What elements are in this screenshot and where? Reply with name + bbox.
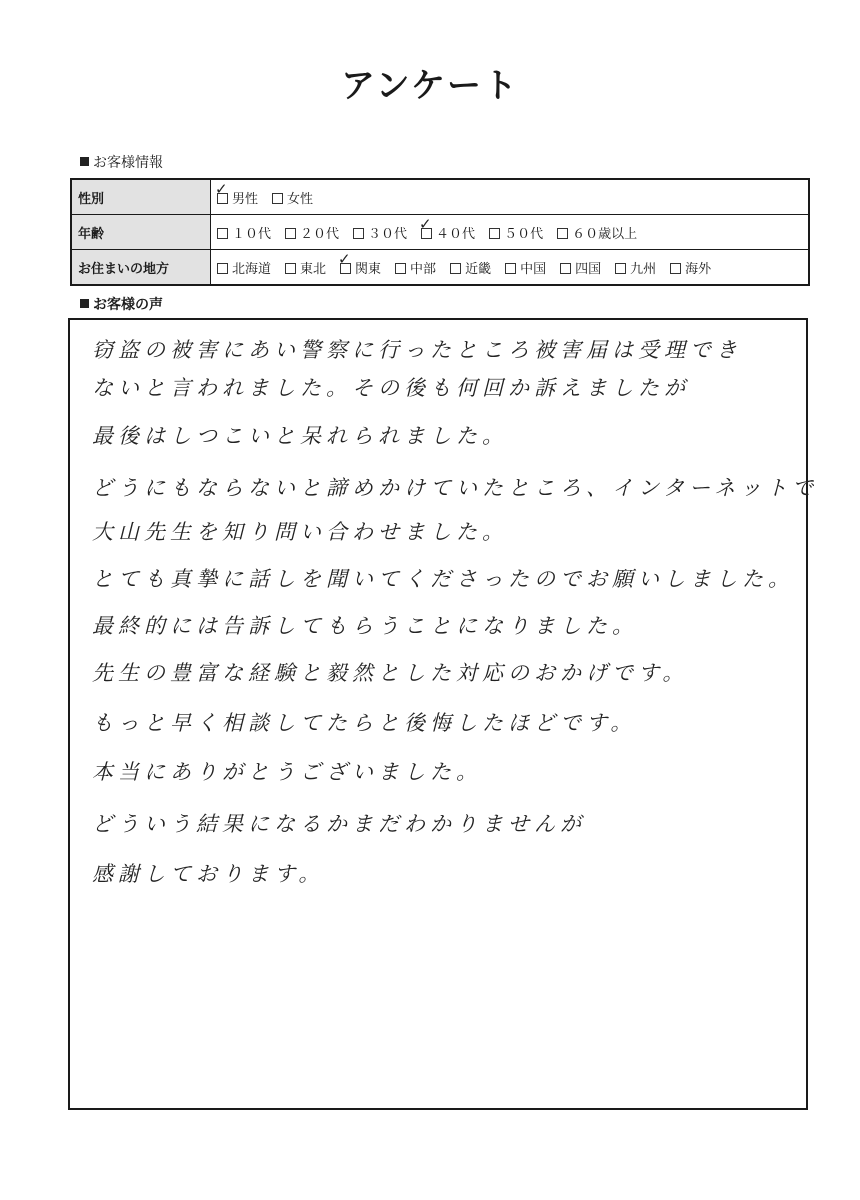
customer-voice-box: [68, 318, 819, 1110]
checkbox-icon[interactable]: [557, 228, 568, 239]
age-options: [211, 215, 810, 250]
checkbox-icon[interactable]: [272, 193, 283, 204]
option-checkbox[interactable]: [450, 258, 491, 277]
option-label: ２０代: [300, 226, 340, 242]
checkbox-icon[interactable]: [395, 263, 406, 274]
handwritten-line: どういう結果になるかまだわかりませんが: [92, 812, 586, 836]
option-label: ４０代: [436, 226, 476, 242]
customer-info-table: [70, 178, 810, 286]
option-label: 九州: [630, 261, 657, 277]
checkbox-icon[interactable]: [615, 263, 626, 274]
handwritten-line: 大山先生を知り問い合わせました。: [92, 520, 508, 544]
option-label: 関東: [355, 261, 382, 277]
region-options: [211, 250, 810, 286]
square-bullet-icon: [80, 299, 89, 308]
gender-row: [71, 179, 809, 215]
handwritten-line: 先生の豊富な経験と毅然とした対応のおかげです。: [92, 661, 689, 685]
option-label: 中国: [520, 261, 547, 277]
option-checkbox[interactable]: [217, 223, 271, 242]
checkbox-icon[interactable]: [560, 263, 571, 274]
option-checkbox[interactable]: [338, 249, 382, 277]
option-checkbox[interactable]: [215, 179, 259, 207]
checkmark-icon: ✓: [338, 249, 351, 268]
option-label: 女性: [287, 191, 314, 207]
option-checkbox[interactable]: [557, 223, 637, 242]
region-row: [71, 250, 809, 286]
checkbox-icon[interactable]: [217, 228, 228, 239]
age-label: 年齢: [71, 215, 211, 250]
age-row: [71, 215, 809, 250]
option-checkbox[interactable]: [560, 258, 601, 277]
option-label: ５０代: [504, 226, 544, 242]
square-bullet-icon: [80, 157, 89, 166]
option-checkbox[interactable]: [285, 258, 326, 277]
option-label: 近畿: [465, 261, 492, 277]
option-label: 海外: [685, 261, 712, 277]
handwritten-line: 窃盗の被害にあい警察に行ったところ被害届は受理でき: [92, 338, 742, 362]
handwritten-line: どうにもならないと諦めかけていたところ、インターネットで: [92, 476, 819, 500]
handwritten-line: とても真摯に話しを聞いてくださったのでお願いしました。: [92, 567, 794, 591]
checkbox-icon[interactable]: [489, 228, 500, 239]
option-label: 男性: [232, 191, 259, 207]
option-checkbox[interactable]: [285, 223, 339, 242]
option-checkbox[interactable]: [272, 188, 313, 207]
option-label: ３０代: [368, 226, 408, 242]
option-label: 中部: [410, 261, 437, 277]
customer-voice-label: お客様の声: [80, 294, 163, 314]
option-label: 北海道: [232, 261, 272, 277]
checkmark-icon: ✓: [419, 214, 432, 233]
option-checkbox[interactable]: [353, 223, 407, 242]
handwritten-line: もっと早く相談してたらと後悔したほどです。: [92, 711, 637, 735]
option-label: １０代: [232, 226, 272, 242]
option-checkbox[interactable]: [419, 214, 476, 242]
gender-options: [211, 179, 810, 215]
option-label: 東北: [300, 261, 327, 277]
option-checkbox[interactable]: [670, 258, 711, 277]
checkbox-icon[interactable]: [353, 228, 364, 239]
option-checkbox[interactable]: [395, 258, 436, 277]
option-checkbox[interactable]: [489, 223, 543, 242]
option-checkbox[interactable]: [505, 258, 546, 277]
checkbox-icon[interactable]: [505, 263, 516, 274]
checkbox-icon[interactable]: [450, 263, 461, 274]
option-checkbox[interactable]: [217, 258, 271, 277]
checkbox-icon[interactable]: [285, 263, 296, 274]
checkbox-icon[interactable]: [217, 263, 228, 274]
option-checkbox[interactable]: [615, 258, 656, 277]
handwritten-line: 本当にありがとうございました。: [92, 760, 482, 784]
handwritten-line: 最後はしつこいと呆れられました。: [92, 424, 508, 448]
option-label: 四国: [575, 261, 602, 277]
checkmark-icon: ✓: [215, 179, 228, 198]
checkbox-icon[interactable]: [670, 263, 681, 274]
checkbox-icon[interactable]: [285, 228, 296, 239]
customer-info-label: お客様情報: [80, 152, 163, 172]
handwritten-line: 感謝しております。: [92, 862, 325, 886]
page-title: アンケート: [341, 66, 519, 106]
handwritten-line: ないと言われました。その後も何回か訴えましたが: [92, 376, 690, 400]
gender-label: 性別: [71, 179, 211, 215]
region-label: お住まいの地方: [71, 250, 211, 286]
option-label: ６０歳以上: [572, 226, 638, 242]
handwritten-line: 最終的には告訴してもらうことになりました。: [92, 614, 638, 638]
